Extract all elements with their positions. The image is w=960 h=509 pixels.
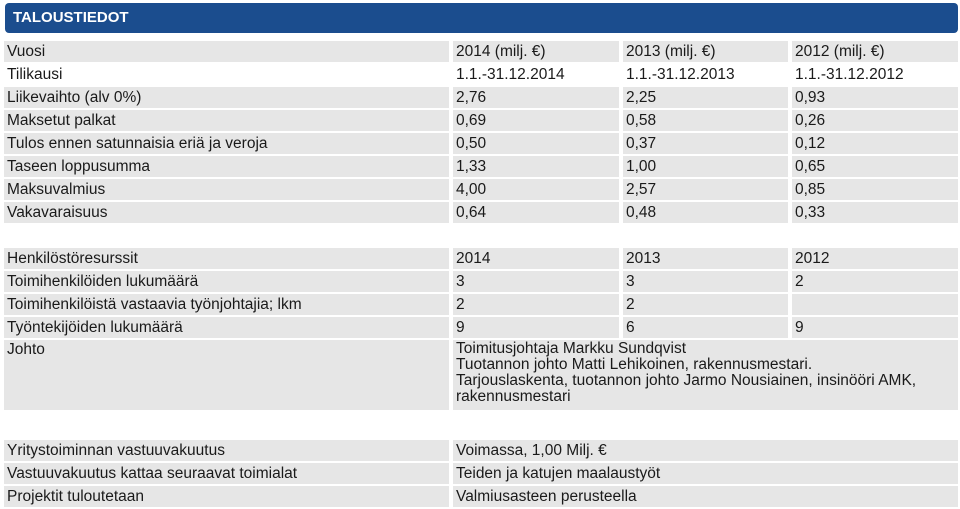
value-2013: 2 (623, 294, 788, 315)
finance-header-2014: 2014 (milj. €) (453, 41, 619, 62)
value-2014: 0,50 (453, 133, 619, 154)
management-line: Tuotannon johto Matti Lehikoinen, rakennusmestari. (456, 356, 813, 373)
table-row (0, 317, 960, 339)
value-2014: 1.1.-31.12.2014 (456, 66, 565, 83)
table-row (0, 294, 960, 316)
value-2013: 2,57 (623, 179, 788, 200)
value-2014: 0,64 (453, 202, 619, 223)
row-label: Yritystoiminnan vastuuvakuutus (4, 440, 449, 461)
value-2012: 1.1.-31.12.2012 (795, 66, 904, 83)
table-row (0, 133, 960, 155)
personnel-header-label: Henkilöstöresurssit (4, 248, 449, 269)
value-2012: 0,33 (792, 202, 958, 223)
value-2013: 1,00 (623, 156, 788, 177)
finance-header-row (0, 41, 960, 63)
value-2013: 6 (623, 317, 788, 338)
value-2012: 0,12 (792, 133, 958, 154)
value-2012 (792, 294, 958, 315)
table-row (0, 440, 960, 462)
value-2013: 0,58 (623, 110, 788, 131)
row-label: Vastuuvakuutus kattaa seuraavat toimialat (4, 463, 449, 484)
value-2012: 0,93 (792, 87, 958, 108)
table-row (0, 463, 960, 485)
value-2012: 0,65 (792, 156, 958, 177)
row-label: Toimihenkilöiden lukumäärä (4, 271, 449, 292)
row-label: Taseen loppusumma (4, 156, 449, 177)
row-label: Tilikausi (7, 66, 63, 83)
finance-header-2013: 2013 (milj. €) (623, 41, 788, 62)
section-title: TALOUSTIEDOT (5, 3, 958, 33)
finance-header-2012: 2012 (milj. €) (792, 41, 958, 62)
row-label: Liikevaihto (alv 0%) (4, 87, 449, 108)
table-row (0, 87, 960, 109)
value-2014: 9 (453, 317, 619, 338)
table-row (0, 110, 960, 132)
row-label: Projektit tuloutetaan (4, 486, 449, 507)
row-label: Toimihenkilöistä vastaavia työnjohtajia; lkm (4, 294, 449, 315)
row-label: Tulos ennen satunnaisia eriä ja veroja (4, 133, 449, 154)
value-2014: 2,76 (453, 87, 619, 108)
management-line: Tarjouslaskenta, tuotannon johto Jarmo Nousiainen, insinööri AMK, rakennusmestari (456, 372, 917, 405)
finance-header-label: Vuosi (4, 41, 449, 62)
row-value: Teiden ja katujen maalaustyöt (453, 463, 958, 484)
value-2014: 4,00 (453, 179, 619, 200)
value-2014: 1,33 (453, 156, 619, 177)
value-2012: 9 (792, 317, 958, 338)
value-2013: 1.1.-31.12.2013 (626, 66, 735, 83)
row-label: Vakavaraisuus (4, 202, 449, 223)
personnel-header-2014: 2014 (453, 248, 619, 269)
personnel-header-row (0, 248, 960, 270)
row-label: Maksetut palkat (4, 110, 449, 131)
value-2012: 2 (792, 271, 958, 292)
table-row (0, 271, 960, 293)
row-label: Työntekijöiden lukumäärä (4, 317, 449, 338)
management-text (453, 340, 958, 410)
value-2013: 3 (623, 271, 788, 292)
table-row (0, 64, 960, 86)
table-row (0, 202, 960, 224)
row-label: Maksuvalmius (4, 179, 449, 200)
table-row (0, 486, 960, 508)
management-label: Johto (4, 340, 449, 410)
row-value: Voimassa, 1,00 Milj. € (453, 440, 958, 461)
personnel-header-2013: 2013 (623, 248, 788, 269)
value-2013: 0,37 (623, 133, 788, 154)
table-row (0, 179, 960, 201)
personnel-header-2012: 2012 (792, 248, 958, 269)
management-row (0, 340, 960, 410)
management-line: Toimitusjohtaja Markku Sundqvist (456, 340, 687, 357)
value-2014: 0,69 (453, 110, 619, 131)
value-2014: 3 (453, 271, 619, 292)
table-row (0, 156, 960, 178)
value-2013: 2,25 (623, 87, 788, 108)
value-2013: 0,48 (623, 202, 788, 223)
value-2012: 0,85 (792, 179, 958, 200)
row-value: Valmiusasteen perusteella (453, 486, 958, 507)
value-2012: 0,26 (792, 110, 958, 131)
value-2014: 2 (453, 294, 619, 315)
